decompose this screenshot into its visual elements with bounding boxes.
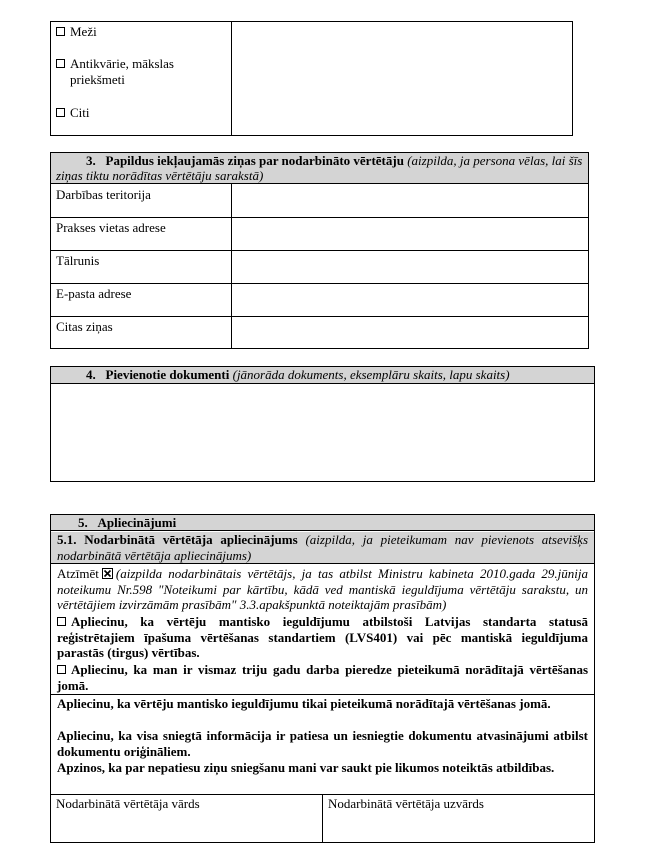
section-5-title: Apliecinājumi <box>97 515 177 530</box>
row-label-email: E-pasta adrese <box>56 286 132 301</box>
section-3-header <box>51 153 588 184</box>
section-4-header <box>51 367 594 384</box>
section-3-title: Papildus iekļaujamās ziņas par nodarbināto vērtētāju <box>105 153 404 168</box>
input-email[interactable] <box>232 284 588 316</box>
last-name-input[interactable] <box>324 812 593 842</box>
checked-checkbox-icon[interactable] <box>102 568 113 579</box>
row-label-address: Prakses vietas adrese <box>56 220 166 235</box>
mark-paragraph <box>57 566 588 613</box>
field-option-forests[interactable] <box>56 24 97 39</box>
row-label-other-info: Citas ziņas <box>56 319 113 334</box>
section-5-1-header <box>51 532 594 564</box>
field-option-other[interactable] <box>56 105 90 120</box>
declaration-scope: Apliecinu, ka vērtēju mantisko ieguldījumu tikai pieteikumā norādītajā vērtēšanas jomā. <box>57 696 551 711</box>
first-name-input[interactable] <box>52 812 321 842</box>
attached-documents-input[interactable] <box>51 385 594 481</box>
table-divider <box>231 21 232 136</box>
declaration-liability: Apzinos, ka par nepatiesu ziņu sniegšanu mani var saukt pie likumos noteiktās atbildības. <box>57 760 555 775</box>
checkbox-standards[interactable] <box>57 617 66 626</box>
checkbox-forests[interactable] <box>56 27 65 36</box>
last-name-label: Nodarbinātā vērtētāja uzvārds <box>328 796 484 811</box>
section-5-1-title: 5.1. Nodarbinātā vērtētāja apliecinājums <box>57 532 298 547</box>
statements-block <box>51 565 594 693</box>
row-label-territory: Darbības teritorija <box>56 187 151 202</box>
statement-text: Apliecinu, ka man ir vismaz triju gadu darba pieredze pieteikumā norādītajā vērtēšanas jomā. <box>57 662 588 693</box>
option-label: Antikvārie, mākslas priekšmeti <box>70 56 174 87</box>
checkbox-antiques[interactable] <box>56 59 65 68</box>
statement-experience <box>57 662 588 693</box>
section-5-header <box>51 515 594 531</box>
checkbox-experience[interactable] <box>57 665 66 674</box>
mark-label: Atzīmēt <box>57 566 99 581</box>
input-address[interactable] <box>232 218 588 250</box>
field-option-antiques[interactable] <box>56 56 226 88</box>
section-5-number: 5. <box>78 515 88 530</box>
row-label-phone: Tālrunis <box>56 253 100 268</box>
section-4-title: Pievienotie dokumenti <box>105 367 230 382</box>
option-label: Citi <box>70 105 90 120</box>
first-name-label: Nodarbinātā vērtētāja vārds <box>56 796 200 811</box>
declaration-truthfulness: Apliecinu, ka visa sniegtā informācija ir patiesa un iesniegtie dokumentu atvasinājumi atbilst dokumentu oriģināliem. <box>57 728 588 759</box>
checkbox-other[interactable] <box>56 108 65 117</box>
section-4-note: (jānorāda dokuments, eksemplāru skaits, lapu skaits) <box>232 367 510 382</box>
input-phone[interactable] <box>232 251 588 283</box>
option-label: Meži <box>70 24 97 39</box>
declarations-block <box>51 695 594 793</box>
mark-note: (aizpilda nodarbinātais vērtētājs, ja tas atbilst Ministru kabineta 2010.gada 29.jūnija noteikumu Nr.598 "Noteikumi par kārtību, kādā ved mantiskā ieguldījuma vērtētāju sarakstu, un vērtētājiem izvirzāmām prasībām" 3.3.apakšpunktā noteiktajām prasībām) <box>57 566 588 612</box>
table-divider <box>322 794 323 843</box>
input-other-info[interactable] <box>232 317 588 348</box>
statement-text: Apliecinu, ka vērtēju mantisko ieguldījumu atbilstoši Latvijas standarta statusā reģistrētajiem īpašuma vērtēšanas standartiem (LVS401) vai pēc mantiskā ieguldījuma parastās (tirgus) vērtības. <box>57 614 588 660</box>
section-4-number: 4. <box>86 367 96 382</box>
section-3-number: 3. <box>86 153 96 168</box>
statement-standards <box>57 614 588 661</box>
input-territory[interactable] <box>232 185 588 217</box>
section-3-note: (aizpilda, ja persona vēlas, lai šīs ziņas tiktu norādītas vērtētāju sarakstā) <box>56 153 583 183</box>
section-5-1-note: (aizpilda, ja pieteikumam nav pievienots atsevišķs nodarbinātā vērtētāja apliecinājums) <box>57 532 589 563</box>
